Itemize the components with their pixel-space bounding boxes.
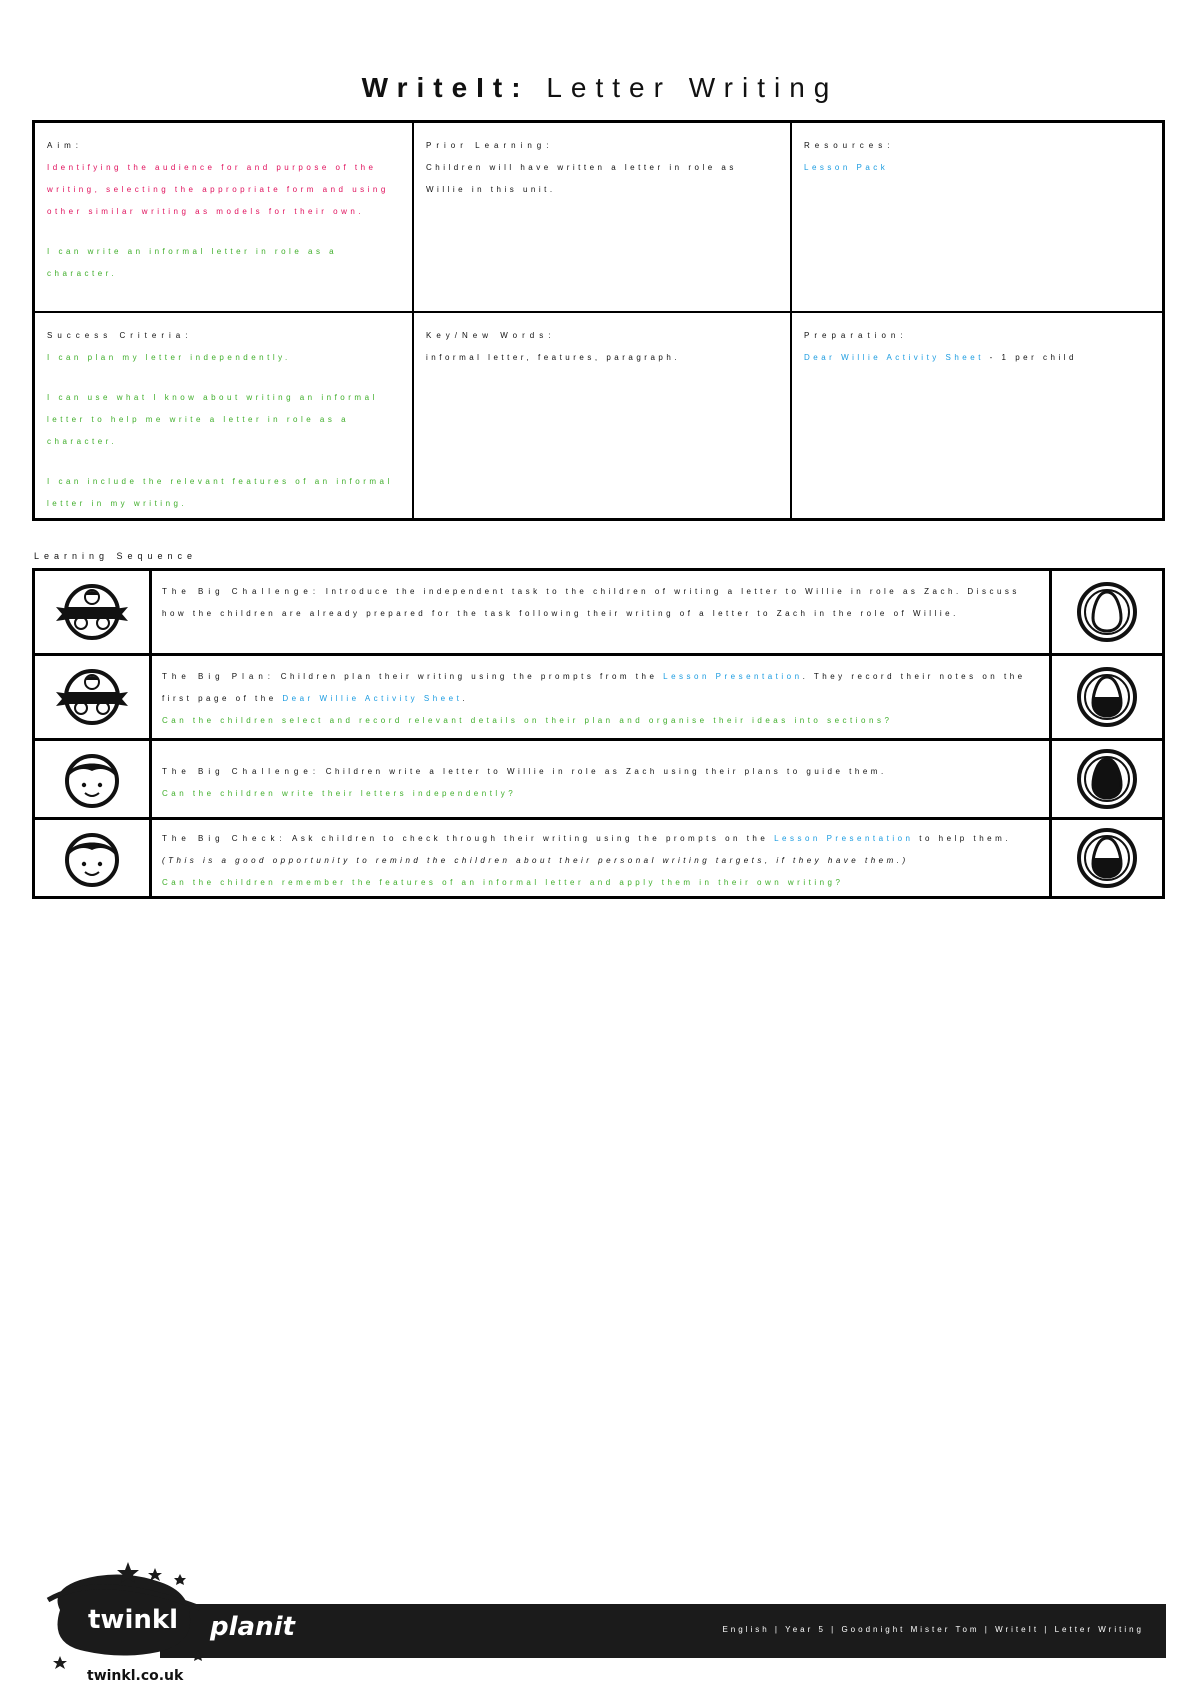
aim-text: Identifying the audience for and purpose of the writing, selecting the appropriate form and using other similar writing as models for their own. — [47, 163, 389, 216]
activity-sheet-link[interactable]: Dear Willie Activity Sheet — [804, 353, 984, 362]
twinkl-brand: twinkl — [88, 1605, 179, 1635]
planit-logo-text: planit — [210, 1612, 295, 1642]
keywords-label: Key/New Words: — [426, 331, 556, 340]
child-face-icon — [60, 826, 124, 890]
egg-empty-icon — [1075, 580, 1139, 644]
key-words-cell — [414, 313, 792, 518]
icon-cell — [35, 820, 152, 896]
activity-sheet-link[interactable]: Dear Willie Activity Sheet — [282, 694, 463, 703]
footer-info: English | Year 5 | Goodnight Mister Tom | WriteIt | Letter Writing — [722, 1625, 1144, 1634]
egg-cell — [1052, 656, 1162, 738]
success-item: I can use what I know about writing an informal letter to help me write a letter in role as a character. — [47, 393, 378, 446]
sequence-row — [35, 820, 1162, 896]
success-label: Success Criteria: — [47, 331, 193, 340]
group-ribbon-icon — [50, 664, 134, 730]
row-text: Ask children to check through their writing using the prompts on the — [286, 834, 775, 843]
icon-cell — [35, 741, 152, 817]
preparation-label: Preparation: — [804, 331, 908, 340]
row-heading: The Big Check: — [162, 834, 287, 843]
icon-cell — [35, 656, 152, 738]
prior-label: Prior Learning: — [426, 141, 554, 150]
row-text-after: . They record their notes on the first page of the — [162, 672, 1026, 703]
aim-i-can: I can write an informal letter in role as a character. — [47, 247, 338, 278]
assessment-question: Can the children remember the features of an informal letter and apply them in their own writing? — [162, 878, 844, 887]
group-ribbon-icon — [50, 579, 134, 645]
row-heading: The Big Challenge: — [162, 587, 321, 596]
learning-sequence-label: Learning Sequence — [34, 551, 198, 561]
prior-learning-cell — [414, 123, 792, 313]
sequence-row — [35, 741, 1162, 820]
child-face-icon — [60, 747, 124, 811]
prior-text: Children will have written a letter in role as Willie in this unit. — [426, 163, 737, 194]
title-rest: Letter Writing — [546, 72, 839, 103]
row-text: Introduce the independent task to the children of writing a letter to Willie in role as Zach. Discuss how the children are already prepared for the task following their writing of a letter to Zach in the role of Willie. — [162, 587, 1020, 618]
egg-half-icon — [1075, 826, 1139, 890]
preparation-cell — [792, 313, 1162, 518]
row-text: Children write a letter to Willie in role as Zach using their plans to guide them. — [320, 767, 887, 776]
egg-half-icon — [1075, 665, 1139, 729]
learning-sequence-table — [32, 568, 1165, 899]
lesson-presentation-link[interactable]: Lesson Presentation — [663, 672, 803, 681]
row-heading: The Big Challenge: — [162, 767, 321, 776]
success-item: I can include the relevant features of an informal letter in my writing. — [47, 477, 393, 508]
sequence-text — [152, 656, 1052, 738]
row-text-end: . — [462, 694, 469, 703]
sequence-text — [152, 820, 1052, 896]
resources-label: Resources: — [804, 141, 895, 150]
row-text-after: to help them. — [913, 834, 1011, 843]
sequence-row — [35, 571, 1162, 656]
page-title — [0, 72, 1200, 104]
resources-cell — [792, 123, 1162, 313]
sequence-row — [35, 656, 1162, 741]
overview-grid — [32, 120, 1165, 521]
egg-cell — [1052, 571, 1162, 653]
lesson-presentation-link[interactable]: Lesson Presentation — [774, 834, 914, 843]
twinkl-logo — [40, 1560, 210, 1670]
icon-cell — [35, 571, 152, 653]
row-text: Children plan their writing using the prompts from the — [275, 672, 664, 681]
egg-cell — [1052, 741, 1162, 817]
twinkl-url[interactable]: twinkl.co.uk — [87, 1668, 184, 1684]
aim-cell — [35, 123, 414, 313]
lesson-pack-link[interactable]: Lesson Pack — [804, 163, 889, 172]
success-criteria-cell — [35, 313, 414, 518]
preparation-suffix: - 1 per child — [983, 353, 1077, 362]
row-heading: The Big Plan: — [162, 672, 276, 681]
assessment-question: Can the children select and record relevant details on their plan and organise their ideas into sections? — [162, 716, 893, 725]
row-italic-note: (This is a good opportunity to remind the children about their personal writing targets, if they have them.) — [162, 856, 909, 865]
sequence-text — [152, 741, 1052, 817]
sequence-text — [152, 571, 1052, 653]
title-bold: WriteIt: — [361, 72, 530, 103]
footer-bar — [160, 1604, 1166, 1658]
assessment-question: Can the children write their letters independently? — [162, 789, 517, 798]
egg-full-icon — [1075, 747, 1139, 811]
success-item: I can plan my letter independently. — [47, 353, 291, 362]
egg-cell — [1052, 820, 1162, 896]
keywords-text: informal letter, features, paragraph. — [426, 353, 681, 362]
aim-label: Aim: — [47, 141, 83, 150]
